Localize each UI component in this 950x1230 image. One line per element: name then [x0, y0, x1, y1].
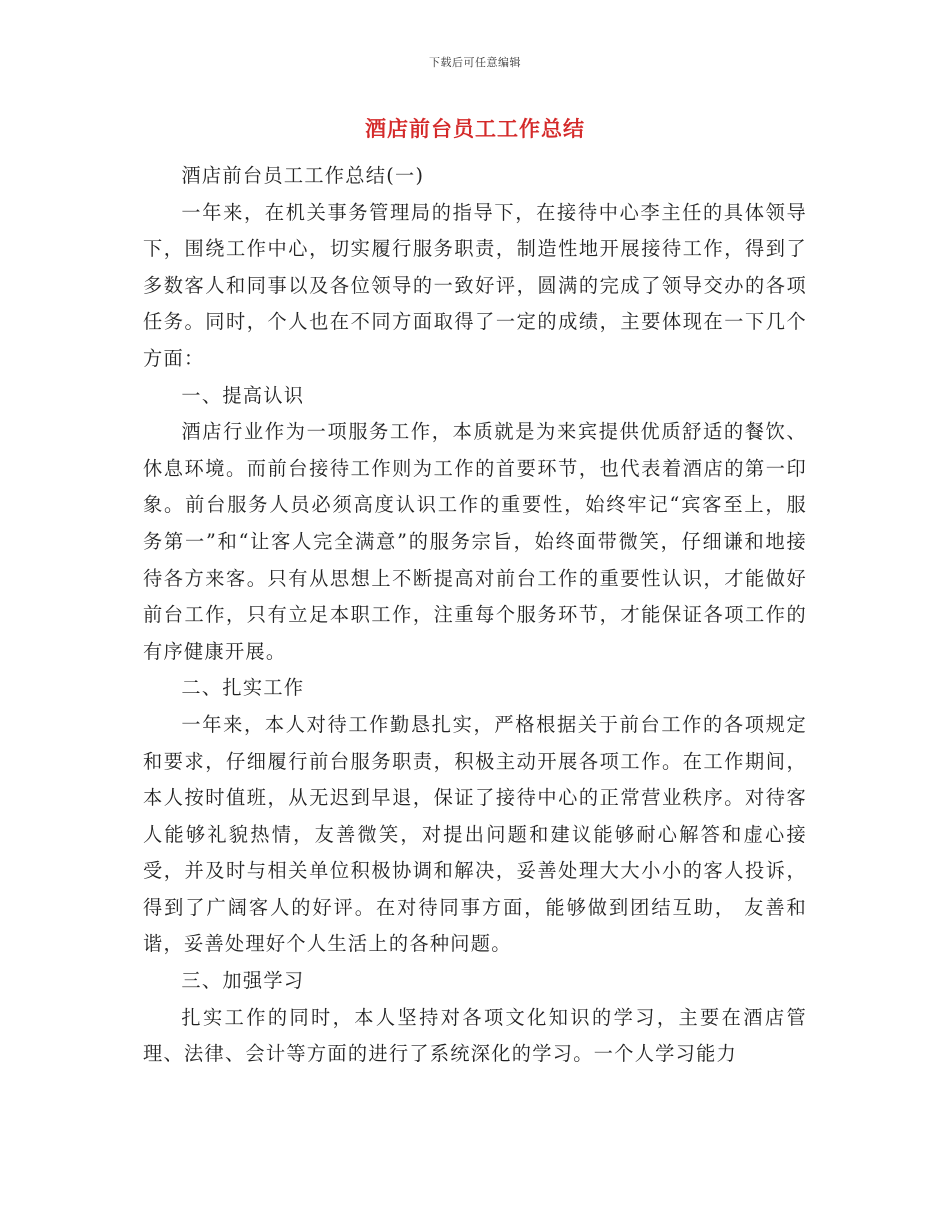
body-paragraph: 一年来，在机关事务管理局的指导下，在接待中心李主任的具体领导下，围绕工作中心，切实履行服务职责，制造性地开展接待工作，得到了多数客人和同事以及各位领导的一致好评，圆满的完成了领导交办的各项任务。同时，个人也在不同方面取得了一定的成绩，主要体现在一下几个方面： — [143, 200, 807, 370]
section-heading: 三、加强学习 — [181, 969, 305, 993]
section-heading: 二、扎实工作 — [181, 676, 305, 700]
section-heading: 酒店前台员工工作总结(一) — [181, 164, 425, 187]
document-title: 酒店前台员工工作总结 — [365, 116, 585, 141]
body-paragraph: 扎实工作的同时，本人坚持对各项文化知识的学习，主要在酒店管理、法律、会计等方面的进行了系统深化的学习。一个人学习能力 — [143, 1005, 807, 1066]
body-paragraph: 一年来，本人对待工作勤恳扎实，严格根据关于前台工作的各项规定和要求，仔细履行前台服务职责，积极主动开展各项工作。在工作期间，本人按时值班，从无迟到早退，保证了接待中心的正常营业秩序。对待客人能够礼貌热情，友善微笑，对提出问题和建议能够耐心解答和虚心接受，并及时与相关单位积极协调和解决，妥善处理大大小小的客人投诉，得到了广阔客人的好评。在对待同事方面，能够做到团结互助， 友善和谐，妥善处理好个人生活上的各种问题。 — [143, 712, 807, 956]
section-heading: 一、提高认识 — [181, 383, 305, 407]
body-paragraph: 酒店行业作为一项服务工作，本质就是为来宾提供优质舒适的餐饮、休息环境。而前台接待工作则为工作的首要环节，也代表着酒店的第一印象。前台服务人员必须高度认识工作的重要性，始终牢记“宾客至上，服务第一”和“让客人完全满意”的服务宗旨，始终面带微笑，仔细谦和地接待各方来客。只有从思想上不断提高对前台工作的重要性认识，才能做好前台工作，只有立足本职工作，注重每个服务环节，才能保证各项工作的有序健康开展。 — [143, 420, 807, 663]
header-note: 下载后可任意编辑 — [429, 56, 521, 69]
document-body — [143, 158, 807, 1073]
